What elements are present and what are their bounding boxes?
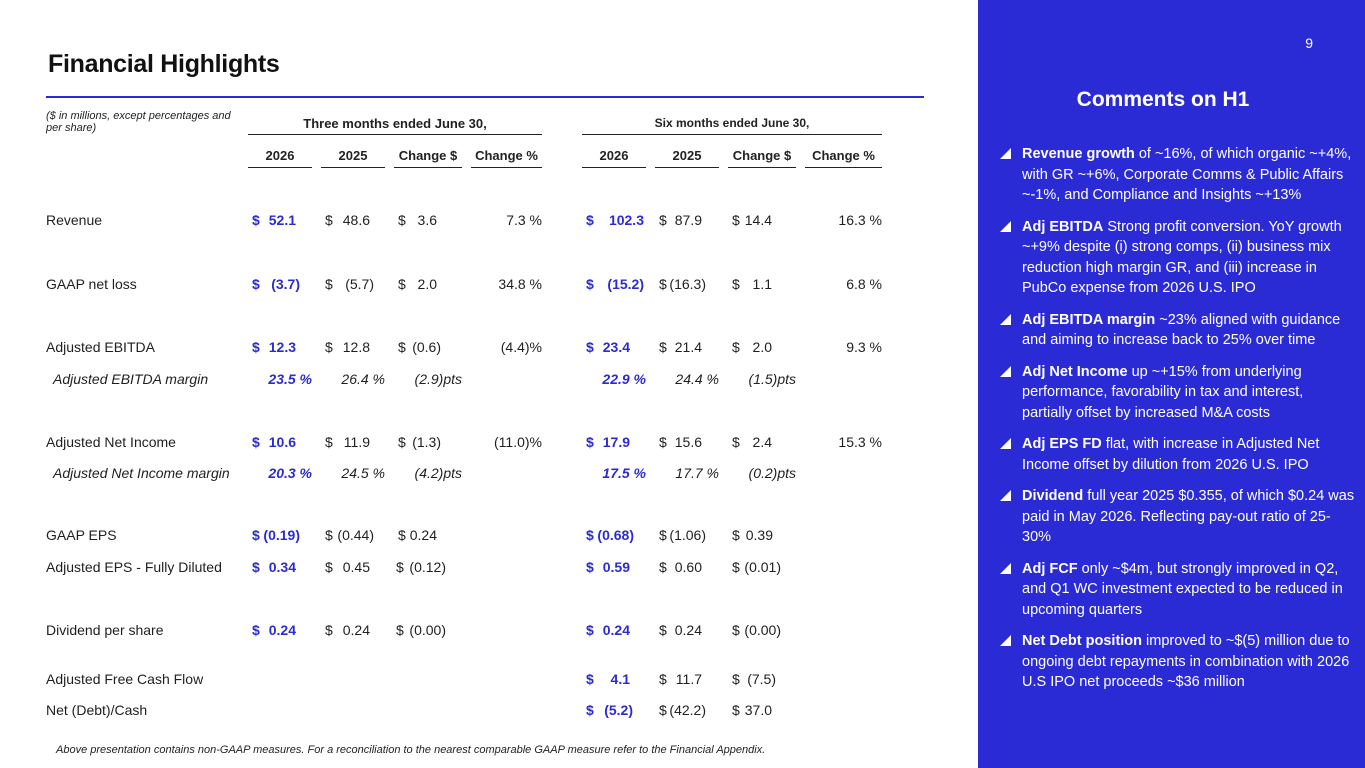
comment-item: [1000, 486, 1356, 548]
comment-item: [1000, 217, 1356, 299]
h-change-value: (1.5)pts: [748, 371, 796, 387]
col-header-h-change-dollar: Change $: [732, 148, 792, 163]
h-2026-value: 23.4: [602, 339, 630, 355]
q-change-currency: $: [396, 622, 404, 638]
h-2026-currency: $: [586, 212, 594, 228]
h-2025-value: 0.60: [674, 559, 702, 575]
h-2026-currency: $: [586, 339, 594, 355]
col-header-h-2025: 2025: [672, 148, 702, 163]
q-change-value: (0.12): [409, 559, 446, 575]
col-rule: [805, 167, 882, 168]
title-divider: [46, 96, 924, 98]
comment-text: of ~16%, of which organic ~+4%, with GR ~+6%, Corporate Comms & Public Affairs ~-1%, and Compliance and Insights ~+13%: [1022, 146, 1352, 203]
row-label: Adjusted EBITDA: [46, 339, 155, 355]
h-change-value: 0.39: [745, 527, 773, 543]
h-change-currency: $: [732, 671, 740, 687]
q-2025-value: 48.6: [342, 212, 370, 228]
h-change-currency: $: [732, 434, 740, 450]
table-row-adjusted-ebitda: [0, 339, 940, 359]
comment-heading: Adj EPS FD: [1022, 436, 1102, 452]
h-2025-currency: $: [659, 212, 667, 228]
col-rule: [321, 167, 385, 168]
table-row-net-debt-cash: [0, 702, 940, 722]
comment-heading: Dividend: [1022, 488, 1084, 504]
h-2026-value: (15.2): [607, 276, 644, 292]
comment-item: [1000, 362, 1356, 424]
h-2025-currency: $: [659, 339, 667, 355]
triangle-bullet-icon: [1000, 490, 1011, 501]
h-change-currency: $: [732, 276, 740, 292]
triangle-bullet-icon: [1000, 438, 1011, 449]
q-2025-value: 0.24: [342, 622, 370, 638]
h-2025-currency: $: [659, 434, 667, 450]
h-change-value: 14.4: [744, 212, 772, 228]
h-change-currency: $: [732, 527, 740, 543]
h-change-value: (7.5): [747, 671, 776, 687]
col-header-q-2025: 2025: [338, 148, 368, 163]
triangle-bullet-icon: [1000, 221, 1011, 232]
sidebar-title: Comments on H1: [1076, 88, 1250, 111]
h-change-value: (0.00): [744, 622, 781, 638]
q-2025-value: 24.5 %: [341, 465, 385, 481]
q-2026-currency: $: [252, 622, 260, 638]
six-months-header: Six months ended June 30,: [654, 116, 810, 130]
q-2026-value: 10.6: [268, 434, 296, 450]
q-2026-currency: $: [252, 339, 260, 355]
h-2026-value: 0.59: [602, 559, 630, 575]
q-2026-currency: $: [252, 527, 260, 543]
q-change-currency: $: [398, 339, 406, 355]
h-2025-currency: $: [659, 559, 667, 575]
h-2026-value: (0.68): [597, 527, 634, 543]
comment-item: [1000, 434, 1356, 475]
table-row-adjusted-eps-fully-diluted: [0, 559, 940, 579]
col-header-q-2026: 2026: [265, 148, 295, 163]
q-change-pct: 7.3 %: [506, 212, 542, 228]
q-2025-value: 11.9: [343, 434, 370, 450]
h-change-value: 2.4: [752, 434, 772, 450]
row-label: Adjusted EBITDA margin: [53, 371, 209, 387]
h-2025-currency: $: [659, 276, 667, 292]
row-label: Net (Debt)/Cash: [46, 702, 148, 718]
h-change-currency: $: [732, 622, 740, 638]
q-2026-value: 12.3: [268, 339, 296, 355]
comment-heading: Net Debt position: [1022, 633, 1143, 649]
q-2026-currency: $: [252, 434, 260, 450]
q-change-currency: $: [398, 434, 406, 450]
comment-item: [1000, 631, 1356, 693]
table-row-revenue: [0, 212, 940, 232]
q-change-value: 0.24: [409, 527, 437, 543]
table-row-gaap-eps: [0, 527, 940, 547]
table-row-gaap-net-loss: [0, 276, 940, 296]
h-2026-value: 22.9 %: [602, 371, 646, 387]
comment-heading: Adj EBITDA: [1022, 218, 1104, 235]
triangle-bullet-icon: [1000, 314, 1011, 325]
table-row-adjusted-net-income: [0, 434, 940, 454]
triangle-bullet-icon: [1000, 563, 1011, 574]
q-change-currency: $: [398, 527, 406, 543]
h-2026-currency: $: [586, 434, 594, 450]
h-2025-currency: $: [659, 702, 667, 718]
h-2025-value: 15.6: [674, 434, 702, 450]
q-2026-value: 20.3 %: [268, 465, 312, 481]
table-row-adjusted-ebitda-margin: [0, 371, 940, 391]
h-change-currency: $: [732, 702, 740, 718]
q-change-value: 3.6: [417, 212, 437, 228]
h-change-value: 37.0: [744, 702, 772, 718]
q-change-value: (4.2)pts: [414, 465, 462, 481]
comment-text: only ~$4m, but strongly improved in Q2, and Q1 WC investment expected to be reduced in upcoming quarters: [1022, 560, 1343, 618]
comments-list: [1000, 144, 1356, 704]
h-2025-value: 87.9: [674, 212, 702, 228]
q-2025-currency: $: [325, 276, 333, 292]
q-change-value: (0.6): [412, 339, 441, 355]
q-2025-value: (0.44): [337, 527, 374, 543]
row-label: GAAP EPS: [46, 527, 117, 543]
q-2025-value: (5.7): [345, 276, 374, 292]
comment-text: Strong profit conversion. YoY growth ~+9% despite (i) strong comps, (ii) business mix reduction high margin GR, and (iii) increase in PubCo expense from 2026 U.S. IPO: [1022, 218, 1342, 296]
h-2026-value: 4.1: [610, 671, 630, 687]
q-2025-currency: $: [325, 559, 333, 575]
col-rule: [728, 167, 796, 168]
col-header-q-change-pct: Change %: [475, 148, 538, 163]
col-header-h-2026: 2026: [599, 148, 629, 163]
table-row-dividend-per-share: [0, 622, 940, 642]
comment-heading: Adj Net Income: [1022, 363, 1128, 380]
comment-heading: Adj EBITDA margin: [1022, 311, 1156, 328]
row-label: Adjusted EPS - Fully Diluted: [46, 559, 222, 575]
h-2025-currency: $: [659, 527, 667, 543]
q-change-value: (2.9)pts: [414, 371, 462, 387]
comment-heading: Revenue growth: [1022, 146, 1135, 162]
h-2025-currency: $: [659, 622, 667, 638]
page-number: 9: [1305, 35, 1313, 51]
col-rule: [582, 167, 646, 168]
q-2026-value: (3.7): [271, 276, 300, 292]
footnote: Above presentation contains non-GAAP measures. For a reconciliation to the nearest comparable GAAP measure refer to the Financial Appendix.: [56, 744, 766, 756]
q-2025-currency: $: [325, 339, 333, 355]
q-2026-value: (0.19): [263, 527, 300, 543]
q-change-pct: (11.0)%: [494, 434, 542, 450]
units-note: ($ in millions, except percentages and per share): [46, 110, 231, 134]
h-change-value: (0.2)pts: [748, 465, 796, 481]
h-2026-currency: $: [586, 671, 594, 687]
q-2026-value: 0.24: [268, 622, 296, 638]
h-change-pct: 15.3 %: [838, 434, 882, 450]
q-2026-value: 23.5 %: [268, 371, 312, 387]
row-label: Revenue: [46, 212, 103, 228]
col-header-h-change-pct: Change %: [812, 148, 875, 163]
triangle-bullet-icon: [1000, 635, 1011, 646]
h-change-currency: $: [732, 339, 740, 355]
q-2025-value: 26.4 %: [341, 371, 385, 387]
comment-text: ~23% aligned with guidance and aiming to increase back to 25% over time: [1022, 311, 1341, 348]
row-label: GAAP net loss: [46, 276, 137, 292]
h-2025-value: 24.4 %: [675, 371, 719, 387]
q-2025-currency: $: [325, 212, 333, 228]
q-2026-value: 52.1: [268, 212, 296, 228]
h-2026-value: 0.24: [602, 622, 630, 638]
comment-text: full year 2025 $0.355, of which $0.24 was paid in May 2026. Reflecting pay-out ratio of 25-30%: [1022, 488, 1355, 545]
table-row-adjusted-free-cash-flow: [0, 671, 940, 691]
q-change-currency: $: [398, 212, 406, 228]
q-change-currency: $: [398, 276, 406, 292]
table-row-adjusted-net-income-margin: [0, 465, 940, 485]
comment-text: up ~+15% from underlying performance, favorability in tax and interest, partially offset by increased M&A costs: [1022, 363, 1304, 421]
q-change-value: (0.00): [409, 622, 446, 638]
comment-item: [1000, 310, 1356, 351]
h-2025-value: (42.2): [669, 702, 706, 718]
q-2025-currency: $: [325, 527, 333, 543]
q-2025-currency: $: [325, 622, 333, 638]
h-2025-value: 21.4: [674, 339, 702, 355]
comment-item: [1000, 559, 1356, 621]
h-2025-currency: $: [659, 671, 667, 687]
q-2025-value: 12.8: [342, 339, 370, 355]
three-months-rule: [248, 134, 542, 135]
q-2026-value: 0.34: [268, 559, 296, 575]
q-change-pct: (4.4)%: [500, 339, 542, 355]
row-label: Dividend per share: [46, 622, 164, 638]
h-change-value: 2.0: [752, 339, 772, 355]
h-change-currency: $: [732, 559, 740, 575]
h-2026-currency: $: [586, 276, 594, 292]
q-2026-currency: $: [252, 212, 260, 228]
h-change-pct: 9.3 %: [846, 339, 882, 355]
comment-item: [1000, 144, 1356, 206]
col-header-q-change-dollar: Change $: [398, 148, 458, 163]
comments-sidebar: [978, 0, 1365, 768]
q-2026-currency: $: [252, 559, 260, 575]
h-2026-currency: $: [586, 527, 594, 543]
h-change-pct: 16.3 %: [838, 212, 882, 228]
h-2025-value: 17.7 %: [675, 465, 719, 481]
h-2026-value: 17.5 %: [602, 465, 646, 481]
q-2025-value: 0.45: [342, 559, 370, 575]
h-change-value: (0.01): [744, 559, 781, 575]
triangle-bullet-icon: [1000, 148, 1011, 159]
h-2025-value: (16.3): [669, 276, 706, 292]
q-change-value: 2.0: [417, 276, 437, 292]
h-2026-currency: $: [586, 702, 594, 718]
row-label: Adjusted Free Cash Flow: [46, 671, 204, 687]
comment-text: flat, with increase in Adjusted Net Income offset by dilution from 2026 U.S. IPO: [1022, 436, 1320, 473]
q-change-pct: 34.8 %: [498, 276, 542, 292]
row-label: Adjusted Net Income margin: [53, 465, 230, 481]
h-change-pct: 6.8 %: [846, 276, 882, 292]
q-2026-currency: $: [252, 276, 260, 292]
q-change-value: (1.3): [412, 434, 441, 450]
q-2025-currency: $: [325, 434, 333, 450]
col-rule: [248, 167, 312, 168]
comment-text: improved to ~$(5) million due to ongoing debt repayments in combination with 2026 U.S IPO net proceeds ~$36 million: [1022, 633, 1350, 690]
page-title: Financial Highlights: [48, 50, 280, 78]
col-rule: [655, 167, 719, 168]
q-change-currency: $: [396, 559, 404, 575]
comment-heading: Adj FCF: [1022, 560, 1078, 577]
h-change-value: 1.1: [752, 276, 772, 292]
h-2025-value: (1.06): [669, 527, 706, 543]
row-label: Adjusted Net Income: [46, 434, 176, 450]
triangle-bullet-icon: [1000, 366, 1011, 377]
three-months-header: Three months ended June 30,: [303, 116, 487, 131]
h-2026-value: 17.9: [602, 434, 630, 450]
col-rule: [471, 167, 542, 168]
h-2025-value: 0.24: [674, 622, 702, 638]
h-change-currency: $: [732, 212, 740, 228]
six-months-rule: [582, 134, 882, 135]
h-2026-value: (5.2): [604, 702, 633, 718]
h-2025-value: 11.7: [675, 671, 702, 687]
col-rule: [394, 167, 462, 168]
h-2026-value: 102.3: [608, 212, 644, 228]
h-2026-currency: $: [586, 622, 594, 638]
h-2026-currency: $: [586, 559, 594, 575]
